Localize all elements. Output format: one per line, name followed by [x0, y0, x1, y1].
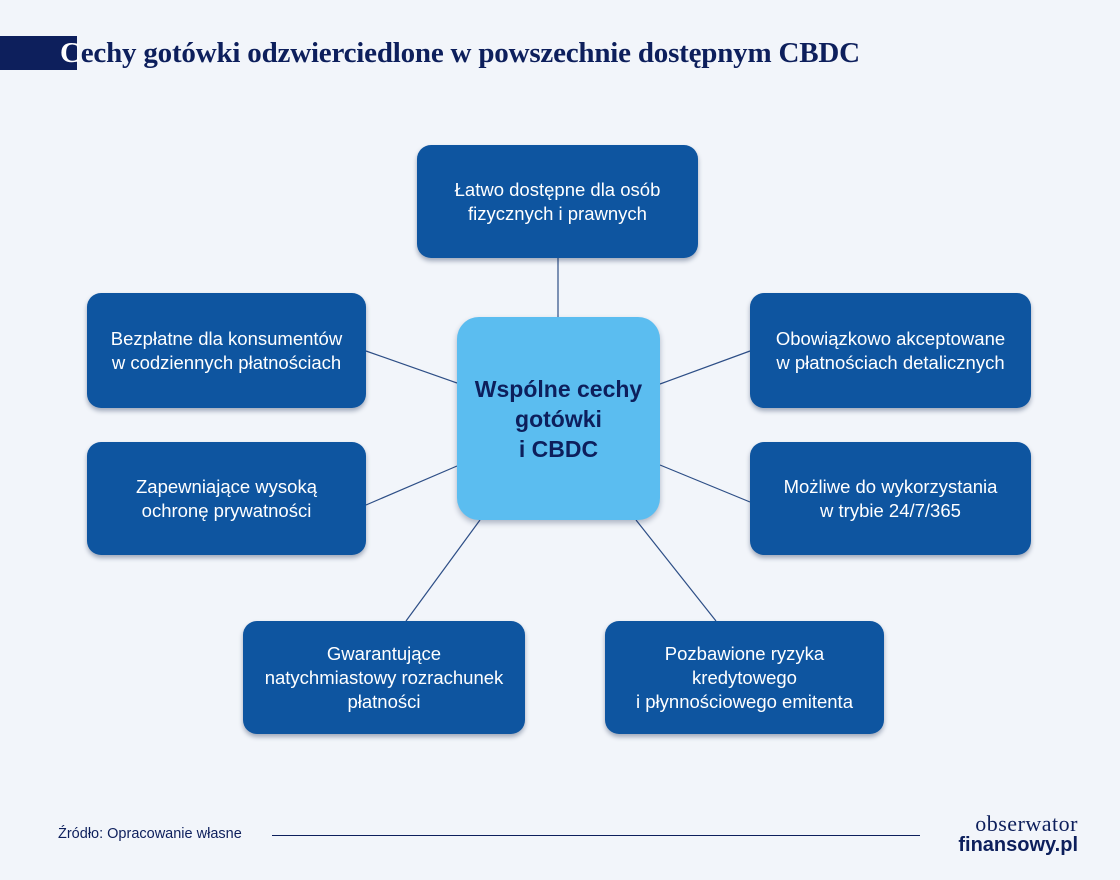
node-bottom-left: Gwarantujące natychmiastowy rozrachunek płatności — [243, 621, 525, 734]
node-lower-right: Możliwe do wykorzystania w trybie 24/7/365 — [750, 442, 1031, 555]
logo-line-2: finansowy.pl — [958, 834, 1078, 856]
connector-upper-right — [660, 351, 750, 384]
center-node: Wspólne cechy gotówki i CBDC — [457, 317, 660, 520]
publisher-logo — [928, 811, 1078, 856]
logo-line-1: obserwator — [975, 811, 1078, 836]
node-upper-right: Obowiązkowo akceptowane w płatnościach detalicznych — [750, 293, 1031, 408]
source-note: Źródło: Opracowanie własne — [58, 826, 242, 842]
node-top: Łatwo dostępne dla osób fizycznych i prawnych — [417, 145, 698, 258]
title-text: echy gotówki odzwierciedlone w powszechnie dostępnym CBDC — [80, 37, 860, 69]
connector-lower-right — [660, 465, 750, 502]
connector-upper-left — [366, 351, 457, 383]
node-bottom-right: Pozbawione ryzyka kredytowego i płynnościowego emitenta — [605, 621, 884, 734]
connector-bottom-right — [636, 520, 716, 621]
node-lower-left: Zapewniające wysoką ochronę prywatności — [87, 442, 366, 555]
connector-lower-left — [366, 466, 457, 505]
title-initial: C — [60, 37, 81, 69]
node-upper-left: Bezpłatne dla konsumentów w codziennych płatnościach — [87, 293, 366, 408]
connector-bottom-left — [406, 520, 480, 621]
footer-divider — [272, 835, 920, 836]
